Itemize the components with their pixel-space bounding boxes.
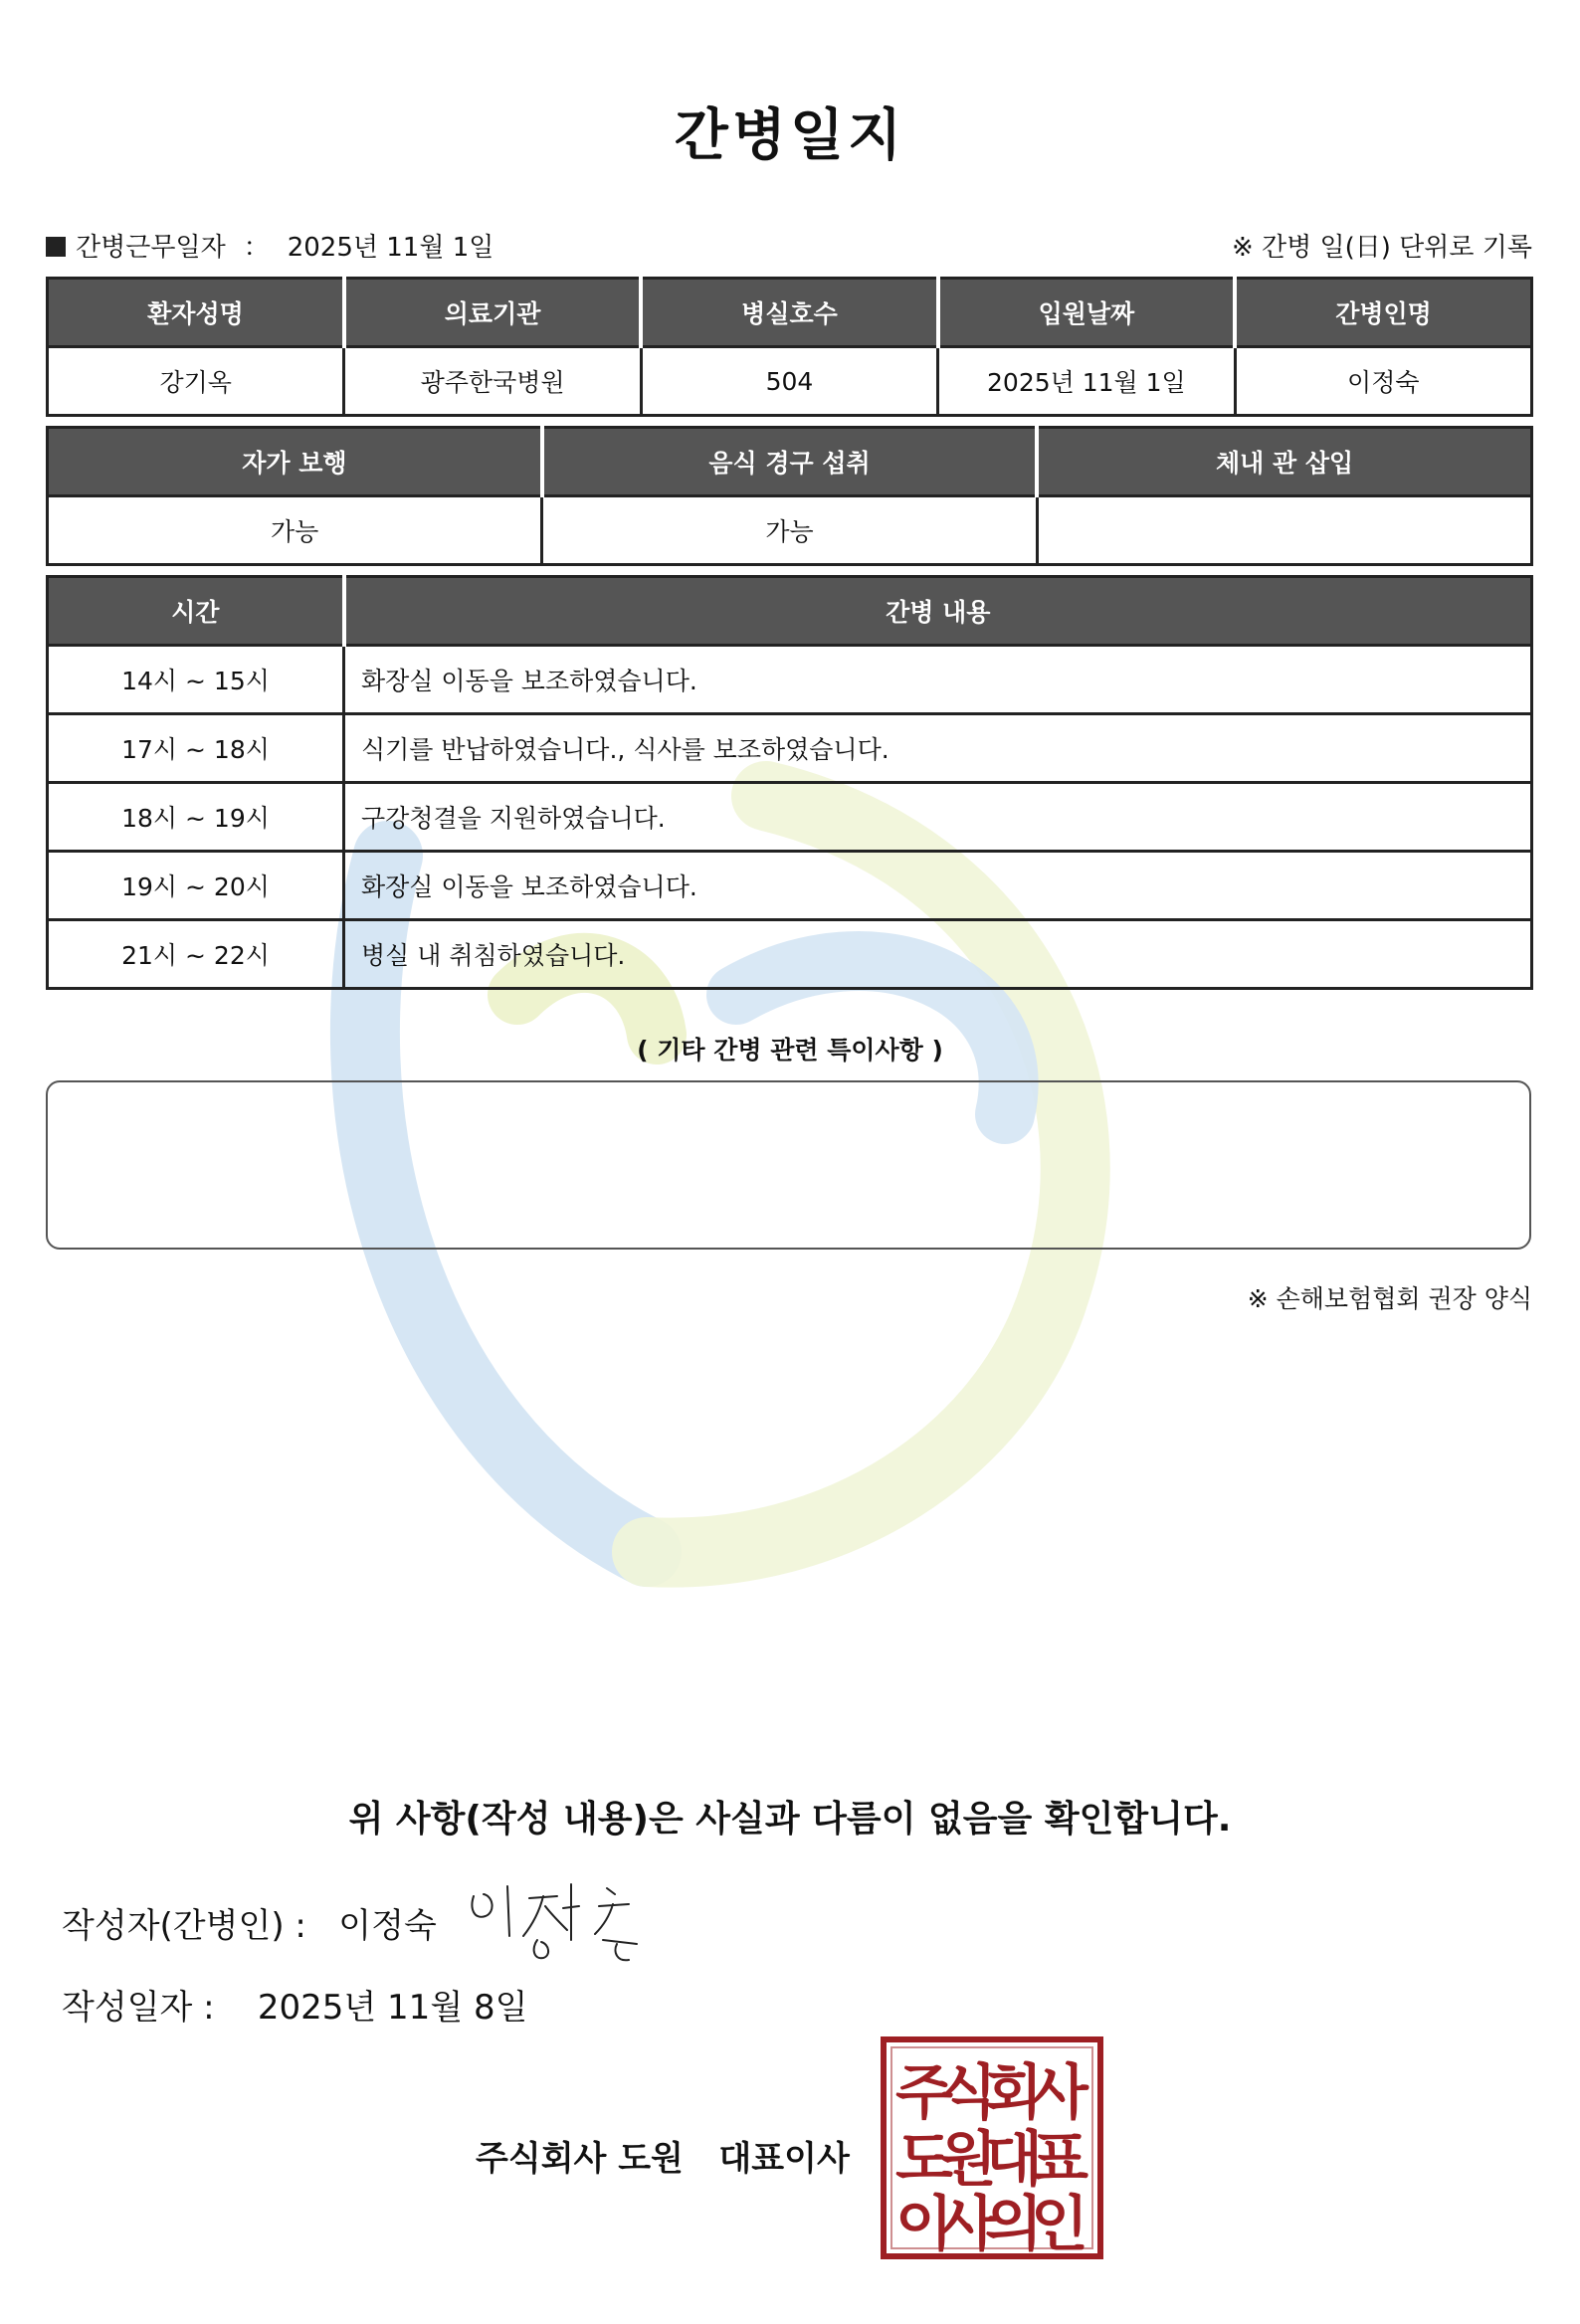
svg-text:대: 대 [985,2125,1043,2195]
admission-date-cell: 2025년 11월 1일 [938,347,1235,416]
svg-text:회: 회 [985,2058,1043,2128]
writer-line [62,1898,437,1947]
table-row [48,496,1532,565]
work-date-line [46,227,494,264]
header-care-content: 간병 내용 [344,577,1532,646]
unit-note: ※ 간병 일(日) 단위로 기록 [1231,233,1532,263]
time-cell: 17시 ~ 18시 [48,714,344,783]
svg-text:표: 표 [1031,2125,1088,2195]
table-header-row [48,279,1532,347]
time-cell: 21시 ~ 22시 [48,920,344,989]
svg-text:인: 인 [1031,2190,1088,2259]
content-cell: 병실 내 취침하였습니다. [344,920,1532,989]
write-date-label: 작성일자 : [62,1988,215,2028]
confirmation-statement: 위 사항(작성 내용)은 사실과 다름이 없음을 확인합니다. [348,1799,1232,1840]
handwritten-signature [468,1878,657,1968]
document-title: 간병일지 [674,103,906,168]
company-representative: 주식회사 도원 대표이사 [476,2139,850,2179]
patient-name-cell: 강기옥 [48,347,344,416]
patient-info-table [46,277,1533,417]
time-cell: 14시 ~ 15시 [48,646,344,714]
table-header-row [48,577,1532,646]
header-room-number: 병실호수 [641,279,937,347]
special-notes-box [46,1080,1531,1250]
writer-name: 이정숙 [338,1906,437,1946]
time-cell: 18시 ~ 19시 [48,783,344,852]
content-cell: 구강청결을 지원하였습니다. [344,783,1532,852]
svg-text:사: 사 [939,2190,997,2259]
header-self-walking: 자가 보행 [48,428,542,496]
work-date-label: 간병근무일자 [76,233,226,263]
svg-text:이: 이 [895,2190,953,2259]
hospital-cell: 광주한국병원 [344,347,641,416]
content-cell: 식기를 반납하였습니다., 식사를 보조하였습니다. [344,714,1532,783]
patient-status-table [46,426,1533,566]
svg-text:원: 원 [939,2125,997,2195]
header-oral-intake: 음식 경구 섭취 [542,428,1037,496]
bullet-square-icon [46,237,66,257]
caregiver-name-cell: 이정숙 [1235,347,1531,416]
svg-text:식: 식 [939,2058,997,2128]
content-cell: 화장실 이동을 보조하였습니다. [344,646,1532,714]
table-header-row [48,428,1532,496]
header-caregiver-name: 간병인명 [1235,279,1531,347]
special-notes-label: ( 기타 간병 관련 특이사항 ) [637,1036,943,1065]
header-time: 시간 [48,577,344,646]
company-seal-stamp [880,2035,1104,2260]
svg-text:의: 의 [985,2190,1043,2259]
header-admission-date: 입원날짜 [938,279,1235,347]
header-hospital: 의료기관 [344,279,641,347]
table-row [48,920,1532,989]
room-number-cell: 504 [641,347,937,416]
work-date-colon: ： [243,233,270,263]
time-cell: 19시 ~ 20시 [48,852,344,920]
work-date-value: 2025년 11월 1일 [287,233,494,263]
header-patient-name: 환자성명 [48,279,344,347]
recommend-note: ※ 손해보험협회 권장 양식 [1247,1284,1532,1313]
svg-text:사: 사 [1031,2058,1088,2128]
care-log-table [46,575,1533,990]
table-row [48,852,1532,920]
tube-insertion-cell [1037,496,1531,565]
svg-text:주: 주 [895,2058,953,2128]
oral-intake-cell: 가능 [542,496,1037,565]
write-date-value: 2025년 11월 8일 [257,1988,528,2028]
header-tube-insertion: 체내 관 삽입 [1037,428,1531,496]
table-row [48,646,1532,714]
table-row [48,714,1532,783]
write-date-line [62,1980,527,2029]
self-walking-cell: 가능 [48,496,542,565]
svg-text:도: 도 [895,2125,953,2195]
table-row [48,783,1532,852]
table-row [48,347,1532,416]
content-cell: 화장실 이동을 보조하였습니다. [344,852,1532,920]
writer-label: 작성자(간병인) : [62,1906,306,1946]
